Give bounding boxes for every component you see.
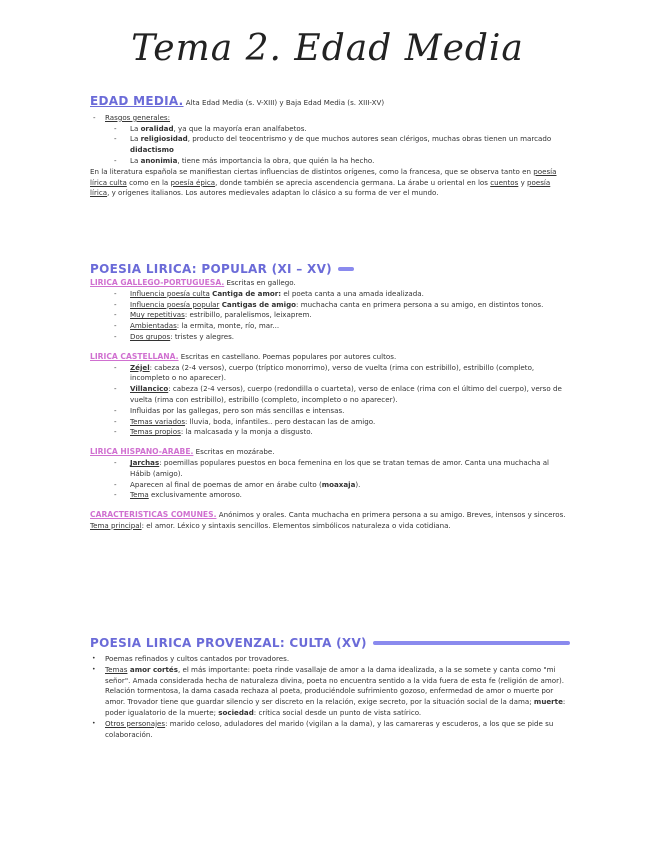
heading-bar (338, 267, 354, 271)
list-item: - Temas propios: la malcasada y la monja a disgusto. (90, 427, 570, 438)
list-item: - La oralidad, ya que la mayoría eran analfabetos. (90, 124, 570, 135)
list-item: - Aparecen al final de poemas de amor en árabe culto (moaxaja). (90, 480, 570, 491)
list-item: - Villancico: cabeza (2-4 versos), cuerpo (redondilla o cuarteta), verso de enlace (rima con el último del cuerpo), verso de vuelta (rima con estribillo), estribillo (completo, incompleto o no aparecer). (90, 384, 570, 406)
rasgos-list (90, 113, 570, 167)
list-item: - Influencia poesía popular Cantigas de amigo: muchacha canta en primera persona a su amigo, en distintos tonos. (90, 300, 570, 311)
list-item: • Poemas refinados y cultos cantados por trovadores. (90, 654, 570, 665)
list-item: • Temas amor cortés, el más importante: poeta rinde vasallaje de amor a la dama idealizada, a la se somete y canta como "mi señor". Amada considerada hecha de naturaleza divina, poeta no encuentra sentido a la vida fuera de esta fe (religión de amor). Relación tormentosa, la dama casada rechaza al poeta, produciéndole sufrimiento gozoso, enfermedad de amor o muerte por amor. Trovador tiene que guardar silencio y ser discreto en la relación, exige secreto, por la situación social de la dama; muerte: poder igualatorio de la muerte; sociedad: crítica social desde un punto de vista satírico. (90, 665, 570, 719)
subheading-hispano-arabe: LIRICA HISPANO-ARABE. Escritas en mozárabe. (90, 447, 275, 457)
list-item: - Tema exclusivamente amoroso. (90, 490, 570, 501)
section-edad-media (90, 96, 570, 199)
list-item: - Muy repetitivas: estribillo, paralelismos, leixaprem. (90, 310, 570, 321)
paragraph-influencias: En la literatura española se manifiestan ciertas influencias de distintos orígenes, como la francesa, que se observa tanto en poesía lírica culta como en la poesía épica, donde también se aprecia ascendencia germana. La árabe u oriental en los cuentos y poesía lírica, y orígenes italianos. Los autores medievales adaptan lo clásico a su forma de ver el mundo. (90, 166, 557, 198)
list-item: - Influencia poesía culta Cantiga de amor: el poeta canta a una amada idealizada. (90, 289, 570, 300)
list-item: - Influidas por las gallegas, pero son más sencillas e intensas. (90, 406, 570, 417)
castellana-list (90, 363, 570, 439)
section-heading-edad-media: EDAD MEDIA. Alta Edad Media (s. V-XIII) y Baja Edad Media (s. XIII-XV) (90, 94, 385, 108)
subheading-gallego: LIRICA GALLEGO-PORTUGUESA. Escritas en gallego. (90, 278, 296, 287)
provenzal-list (90, 654, 570, 740)
heading-bar (373, 641, 570, 645)
subheading-castellana: LIRICA CASTELLANA. Escritas en castellano. Poemas populares por autores cultos. (90, 351, 397, 361)
gallego-list (90, 289, 570, 343)
list-item: - Jarchas: poemillas populares puestos en boca femenina en los que se tratan temas de amor. Canta una muchacha al Hábib (amigo). (90, 458, 570, 480)
page-title: Tema 2. Edad Media (131, 28, 524, 69)
list-item: - Temas variados: lluvia, boda, infantiles.. pero destacan las de amigo. (90, 417, 570, 428)
list-item: • Otros personajes: marido celoso, aduladores del marido (vigilan a la dama), y las camareras y escuderos, a los que se pide su colaboración. (90, 719, 570, 741)
caracteristicas-comunes: CARACTERISTICAS COMUNES. Anónimos y orales. Canta muchacha en primera persona a su amigo. Breves, intensos y sinceros. Tema principal: el amor. Léxico y sintaxis sencillos. Elementos simbólicos naturaleza o vida cotidiana. (90, 510, 566, 530)
hispano-arabe-list (90, 458, 570, 501)
list-item: - Dos grupos: tristes y alegres. (90, 332, 570, 343)
list-item: - Rasgos generales: - La oralidad, ya que la mayoría eran analfabetos. - La religiosidad, producto del teocentrismo y de que muchos autores sean clérigos, muchas obras tienen un marcado didactismo - La anonimia, tiene más importancia la obra, que quién la ha hecho. (90, 113, 570, 167)
section-heading-lirica-provenzal: POESIA LIRICA PROVENZAL: CULTA (XV) (90, 636, 367, 650)
list-item: - Ambientadas: la ermita, monte, río, mar... (90, 321, 570, 332)
list-item: - Zéjel: cabeza (2-4 versos), cuerpo (tríptico monorrimo), verso de vuelta (rima con estribillo), estribillo (completo, incompleto o no aparecer). (90, 363, 570, 385)
section-lirica-popular (90, 262, 570, 532)
list-item: - La religiosidad, producto del teocentrismo y de que muchos autores sean clérigos, muchas obras tienen un marcado didactismo (90, 134, 570, 156)
section-heading-lirica-popular: POESIA LIRICA: POPULAR (XI – XV) (90, 262, 332, 276)
list-item: - La anonimia, tiene más importancia la obra, que quién la ha hecho. (90, 156, 570, 167)
section-lirica-provenzal (90, 636, 570, 740)
